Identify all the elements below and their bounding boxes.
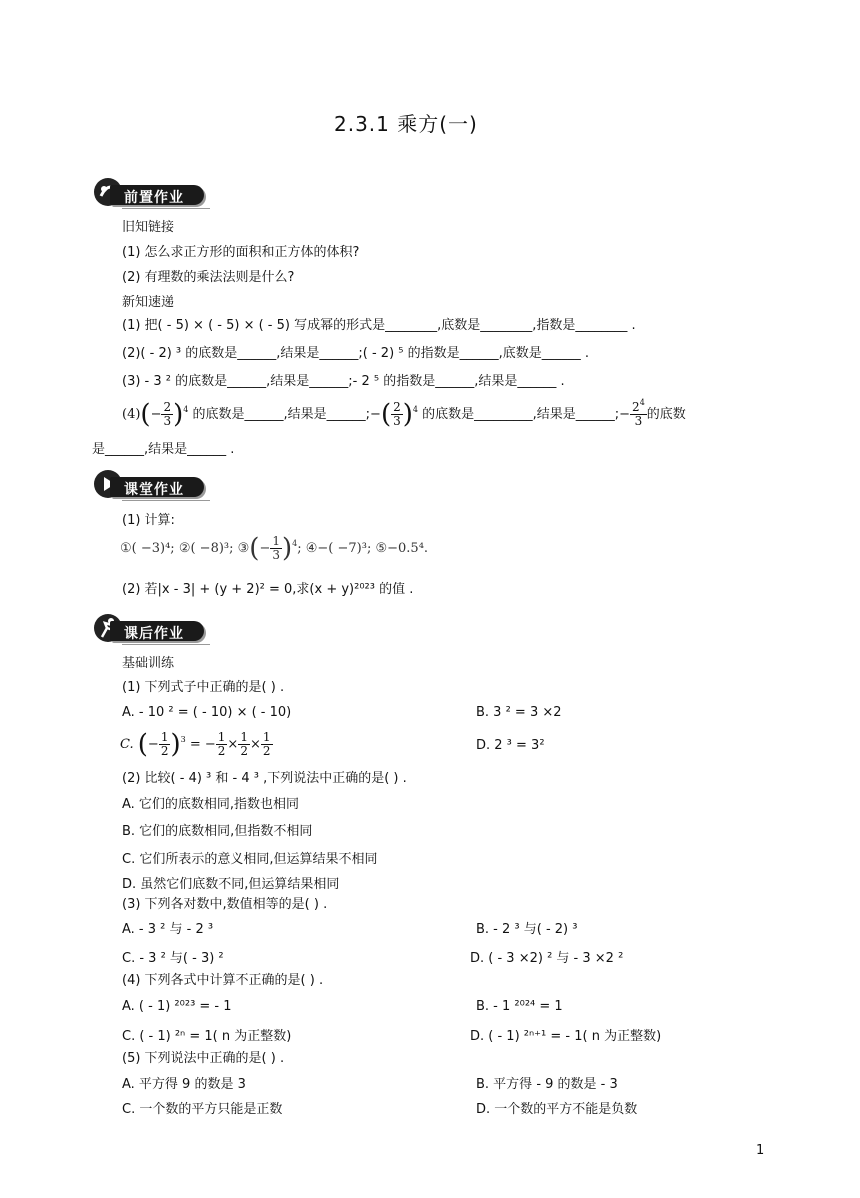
- question-text: 的底数: [646, 407, 686, 422]
- question-text: (3) - 3 ² 的底数是______,结果是______;- 2 ⁵ 的指数是______,结果是______ .: [122, 374, 565, 389]
- option-b: B. - 1 ²⁰²⁴ = 1: [476, 999, 563, 1014]
- option-a: A. 平方得 9 的数是 3: [122, 1077, 246, 1092]
- question-row-4: [122, 398, 686, 432]
- section-header-after: [92, 612, 208, 646]
- question-text: (1) 把( - 5) × ( - 5) × ( - 5) 写成幂的形式是________,底数是________,指数是________ .: [122, 318, 636, 333]
- question-text: (2) 有理数的乘法法则是什么?: [122, 270, 295, 285]
- option-d: D. ( - 1) ²ⁿ⁺¹ = - 1( n 为正整数): [470, 1029, 662, 1044]
- option-b: B. 平方得 - 9 的数是 - 3: [476, 1077, 618, 1092]
- basic-training-label: 基础训练: [122, 656, 175, 671]
- section-header-pre: [92, 176, 208, 210]
- question-text: (1) 计算:: [122, 513, 175, 528]
- option-c: C. 一个数的平方只能是正数: [122, 1102, 283, 1117]
- section-title: 前置作业: [124, 190, 184, 206]
- old-knowledge-label: 旧知链接: [122, 220, 175, 235]
- option-c: C. 它们所表示的意义相同,但运算结果不相同: [122, 852, 378, 867]
- question-text: (2)( - 2) ³ 的底数是______,结果是______;( - 2) ⁵ 的指数是______,底数是______ .: [122, 346, 590, 361]
- option-d: D. 2 ³ = 3²: [476, 738, 545, 753]
- option-c: C. ( - 1) ²ⁿ = 1( n 为正整数): [122, 1029, 292, 1044]
- math-expression: − $\frac{2^4}{3}$: [619, 398, 645, 428]
- option-a: A. - 10 ² = ( - 10) × ( - 10): [122, 705, 292, 720]
- question-text: (2) 若|x - 3| + (y + 2)² = 0,求(x + y)²⁰²³ 的值 .: [122, 582, 414, 597]
- option-d: D. 虽然它们底数不同,但运算结果相同: [122, 877, 340, 892]
- question-text: (1) 怎么求正方形的面积和正方体的体积?: [122, 245, 360, 260]
- option-c: C. (− $\frac{1}{2}$ )$^3$ = − $\frac{1}{2}$ × $\frac{1}{2}$ × $\frac{1}{2}$: [120, 729, 271, 760]
- section-title: 课后作业: [124, 626, 184, 642]
- math-expression: (4)(− $\frac{2}{3}$ )$^4$: [122, 399, 189, 430]
- calc-row: ①( −3)⁴; ②( −8)³; ③(− $\frac{1}{3}$ )$^4$; ④−( −7)³; ⑤−0.5⁴.: [120, 533, 429, 564]
- option-b: B. - 2 ³ 与( - 2) ³: [476, 922, 578, 937]
- question-text: 的底数是______,结果是______;: [192, 407, 371, 422]
- option-d: D. 一个数的平方不能是负数: [476, 1102, 638, 1117]
- question-text: (3) 下列各对数中,数值相等的是( ) .: [122, 897, 328, 912]
- question-text: 的底数是_________,结果是______;: [422, 407, 620, 422]
- math-expression: −( $\frac{2}{3}$ )$^4$: [370, 399, 418, 430]
- option-d: D. ( - 3 ×2) ² 与 - 3 ×2 ²: [470, 951, 624, 966]
- question-text: 是______,结果是______ .: [92, 442, 235, 457]
- option-a: A. - 3 ² 与 - 2 ³: [122, 922, 214, 937]
- math-expression: ; ④−( −7)³; ⑤−0.5⁴.: [297, 541, 429, 556]
- question-text: (2) 比较( - 4) ³ 和 - 4 ³ ,下列说法中正确的是( ) .: [122, 771, 407, 786]
- option-b: B. 3 ² = 3 ×2: [476, 705, 562, 720]
- option-b: B. 它们的底数相同,但指数不相同: [122, 824, 313, 839]
- question-text: (1) 下列式子中正确的是( ) .: [122, 680, 285, 695]
- option-a: A. 它们的底数相同,指数也相同: [122, 797, 300, 812]
- page-title: 2.3.1 乘方(一): [334, 112, 478, 136]
- math-expression: ①( −3)⁴; ②( −8)³; ③: [120, 541, 250, 556]
- option-c: C. - 3 ² 与( - 3) ²: [122, 951, 224, 966]
- option-label: C.: [120, 737, 134, 752]
- question-text: (4) 下列各式中计算不正确的是( ) .: [122, 973, 324, 988]
- section-title: 课堂作业: [124, 482, 184, 498]
- new-knowledge-label: 新知速递: [122, 295, 175, 310]
- section-header-class: [92, 468, 208, 502]
- page-number: 1: [756, 1143, 765, 1158]
- option-a: A. ( - 1) ²⁰²³ = - 1: [122, 999, 232, 1014]
- question-text: (5) 下列说法中正确的是( ) .: [122, 1051, 285, 1066]
